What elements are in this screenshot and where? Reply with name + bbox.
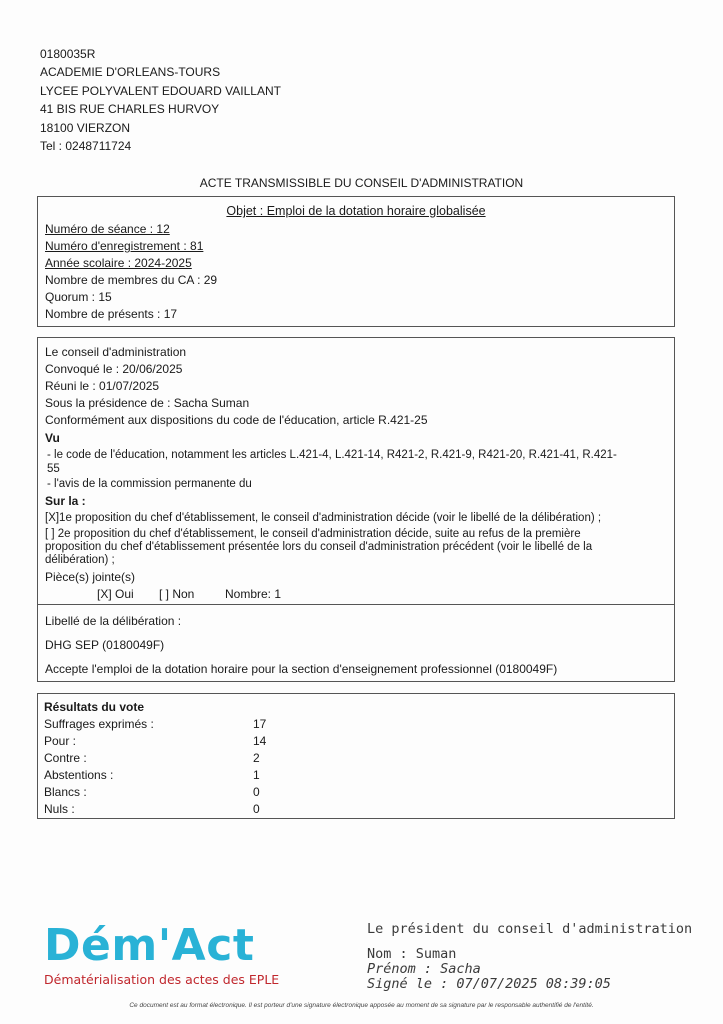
- convocation-date: Convoqué le : 20/06/2025: [45, 362, 183, 376]
- presidency: Sous la présidence de : Sacha Suman: [45, 396, 250, 410]
- conformity-statement: Conformément aux dispositions du code de l'éducation, article R.421-25: [45, 413, 428, 427]
- vote-value-abstentions: 1: [253, 768, 260, 782]
- quorum: Quorum : 15: [45, 290, 112, 304]
- vu-item-code-line1: - le code de l'éducation, notamment les articles L.421-4, L.421-14, R421-2, R.421-9, R421-20, R.421-41, R.421-: [47, 449, 617, 461]
- attachments-count: Nombre: 1: [225, 587, 282, 601]
- signature-prenom: Prénom : Sacha: [367, 961, 481, 977]
- demact-logo-name: Dém'Act: [44, 920, 255, 971]
- vu-item-code: [47, 448, 617, 476]
- vote-value-nuls: 0: [253, 802, 260, 816]
- proposition-2: [45, 528, 592, 567]
- attachments-label: Pièce(s) jointe(s): [45, 570, 136, 584]
- school-code: 0180035R: [40, 47, 96, 61]
- vote-value-contre: 2: [253, 751, 260, 765]
- vote-row: [38, 784, 674, 801]
- meeting-date: Réuni le : 01/07/2025: [45, 379, 160, 393]
- meeting-info-box: [37, 196, 675, 327]
- school-address-block: [40, 45, 281, 155]
- vote-row: [38, 733, 674, 750]
- vote-label-contre: Contre :: [44, 751, 87, 765]
- school-city: 18100 VIERZON: [40, 120, 131, 135]
- vote-label-blancs: Blancs :: [44, 785, 87, 799]
- vote-row: [38, 767, 674, 784]
- school-year: Année scolaire : 2024-2025: [45, 256, 192, 270]
- document-title: ACTE TRANSMISSIBLE DU CONSEIL D'ADMINISTRATION: [199, 176, 524, 190]
- vu-heading: Vu: [45, 431, 60, 445]
- demact-logo-tagline: Dématérialisation des actes des EPLE: [44, 972, 280, 987]
- vu-item-commission: - l'avis de la commission permanente du: [47, 478, 252, 490]
- registration-number: Numéro d'enregistrement : 81: [45, 239, 204, 253]
- attachments-yes: [X] Oui: [97, 587, 134, 601]
- vote-label-pour: Pour :: [44, 734, 77, 748]
- vote-label-nuls: Nuls :: [44, 802, 75, 816]
- proposition-2-line1: [ ] 2e proposition du chef d'établissement, le conseil d'administration décide, suite au refus de la première: [45, 528, 581, 540]
- deliberation-subject: DHG SEP (0180049F): [45, 638, 165, 652]
- proposition-1: [X]1e proposition du chef d'établissement, le conseil d'administration décide (voir le libellé de la délibération) ;: [45, 512, 602, 524]
- school-phone: Tel : 0248711724: [40, 139, 132, 154]
- seance-number: Numéro de séance : 12: [45, 222, 170, 236]
- deliberation-label-box: [37, 605, 675, 682]
- signature-nom: Nom : Suman: [367, 946, 457, 962]
- vote-row: [38, 716, 674, 733]
- proposition-2-line3: délibération) ;: [45, 554, 115, 566]
- signature-block: [367, 947, 611, 992]
- attachments-no: [ ] Non: [159, 587, 195, 601]
- members-count: Nombre de membres du CA : 29: [45, 273, 218, 287]
- objet-line: Objet : Emploi de la dotation horaire globalisée: [226, 204, 486, 218]
- school-name: LYCEE POLYVALENT EDOUARD VAILLANT: [40, 83, 281, 98]
- school-street: 41 BIS RUE CHARLES HURVOY: [40, 102, 220, 117]
- vote-value-suffrages: 17: [253, 717, 267, 731]
- vote-results-box: [37, 693, 675, 819]
- signature-date: Signé le : 07/07/2025 08:39:05: [367, 976, 611, 992]
- vu-item-code-line2: 55: [47, 463, 60, 475]
- deliberation-label-heading: Libellé de la délibération :: [45, 614, 182, 628]
- deliberation-text: Accepte l'emploi de la dotation horaire pour la section d'enseignement professionnel (0180049F): [45, 662, 558, 676]
- vote-results-title: Résultats du vote: [44, 700, 145, 714]
- vote-value-pour: 14: [253, 734, 267, 748]
- council-label: Le conseil d'administration: [45, 345, 187, 359]
- academy-name: ACADEMIE D'ORLEANS-TOURS: [40, 65, 221, 80]
- proposition-2-line2: proposition du chef d'établissement présentée lors du conseil d'administration précédent (voir le libellé de la: [45, 541, 593, 553]
- council-deliberation-box: [37, 337, 675, 605]
- demact-logo: [44, 922, 279, 988]
- electronic-signature-footer: Ce document est au format électronique. Il est porteur d'une signature électronique apposée au moment de sa signature par le responsable authentifié de l'entité.: [129, 1002, 594, 1009]
- vote-label-abstentions: Abstentions :: [44, 768, 114, 782]
- vote-label-suffrages: Suffrages exprimés :: [44, 717, 154, 731]
- vote-row: [38, 801, 674, 818]
- present-count: Nombre de présents : 17: [45, 307, 178, 321]
- vote-row: [38, 750, 674, 767]
- vote-value-blancs: 0: [253, 785, 260, 799]
- sur-la-heading: Sur la :: [45, 494, 86, 508]
- president-title: Le président du conseil d'administration: [367, 921, 693, 937]
